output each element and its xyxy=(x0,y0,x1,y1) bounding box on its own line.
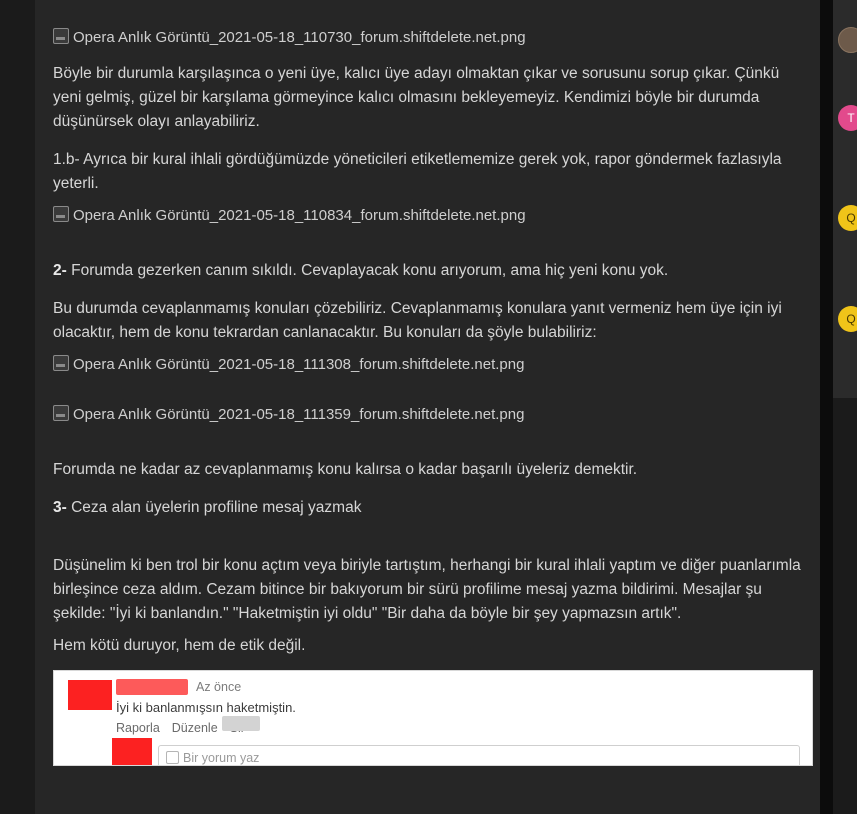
paragraph-6-text: Ceza alan üyelerin profiline mesaj yazmak xyxy=(71,499,362,517)
broken-image-2[interactable] xyxy=(53,206,802,226)
scrollbar-track[interactable] xyxy=(820,0,833,814)
broken-image-alt: Opera Anlık Görüntü_2021-05-18_111308_forum.shiftdelete.net.png xyxy=(73,356,525,374)
broken-image-icon xyxy=(53,28,69,44)
redaction-box-3 xyxy=(112,738,152,766)
paragraph-3 xyxy=(53,259,802,283)
broken-image-alt: Opera Anlık Görüntü_2021-05-18_110730_forum.shiftdelete.net.png xyxy=(73,29,526,46)
post-body xyxy=(53,0,802,766)
paragraph-2: 1.b- Ayrıca bir kural ihlali gördüğümüzde yöneticileri etiketlememize gerek yok, rapor göndermek fazlasıyla yeterli. xyxy=(53,150,782,192)
comment-message: İyi ki banlanmışsın haketmiştin. xyxy=(116,700,296,716)
paragraph-7: Düşünelim ki ben trol bir konu açtım veya biriyle tartıştım, herhangi bir kural ihlali yaptım ve diğer puanlarımla birleşince ceza aldım. Cezam bitince bir bakıyorum bir sürü profilime mesaj yazma bildirimi. Mesajlar şu şekilde: "İyi ki banlandın." "Haketmiştin iyi oldu" "Bir daha da böyle bir şey yapmazsın artık". xyxy=(53,557,801,623)
right-sidebar-panel xyxy=(833,0,857,398)
reply-input[interactable] xyxy=(158,745,800,766)
redaction-box-2 xyxy=(116,679,188,695)
avatar-user-2[interactable]: T xyxy=(838,105,857,131)
broken-image-4[interactable] xyxy=(53,405,802,425)
left-gutter xyxy=(0,0,35,814)
broken-image-3[interactable] xyxy=(53,355,802,375)
broken-image-alt: Opera Anlık Görüntü_2021-05-18_110834_forum.shiftdelete.net.png xyxy=(73,206,526,224)
broken-image-icon xyxy=(53,206,69,222)
pencil-icon xyxy=(166,751,179,764)
broken-image-icon xyxy=(53,405,69,421)
paragraph-4: Bu durumda cevaplanmamış konuları çözebiliriz. Cevaplanmamış konulara yanıt vermeniz hem üye için iyi olacaktır, hem de konu tekrardan canlanacaktır. Bu konuları da şöyle bulabiliriz: xyxy=(53,300,782,342)
reply-placeholder: Bir yorum yaz xyxy=(183,751,260,766)
avatar-user-4[interactable]: Q xyxy=(838,306,857,332)
paragraph-6-lead: 3- xyxy=(53,499,67,517)
paragraph-8: Hem kötü duruyor, hem de etik değil. xyxy=(53,637,306,655)
report-action[interactable]: Raporla xyxy=(116,721,160,736)
grey-chip xyxy=(222,716,260,731)
comment-timestamp: Az önce xyxy=(196,680,242,695)
avatar-user-3[interactable]: Q xyxy=(838,205,857,231)
broken-image-1[interactable] xyxy=(53,28,802,48)
edit-action[interactable]: Düzenle xyxy=(171,721,218,736)
avatar-user-1[interactable] xyxy=(838,27,857,53)
redaction-box-1 xyxy=(68,680,112,710)
paragraph-6 xyxy=(53,496,802,520)
broken-image-alt: Opera Anlık Görüntü_2021-05-18_111359_forum.shiftdelete.net.png xyxy=(73,405,525,423)
paragraph-5: Forumda ne kadar az cevaplanmamış konu kalırsa o kadar başarılı üyeleriz demektir. xyxy=(53,461,638,479)
broken-image-icon xyxy=(53,355,69,371)
paragraph-3-lead: 2- xyxy=(53,262,67,280)
paragraph-1: Böyle bir durumla karşılaşınca o yeni üye, kalıcı üye adayı olmaktan çıkar ve sorusunu sorup çıkar. Çünkü yeni gelmiş, güzel bir karşılama görmeyince kalıcı olmasını bekleyemeyiz. Kendimizi böyle bir durumda düşünürsek olayı anlayabiliriz. xyxy=(53,64,780,130)
embedded-screenshot[interactable] xyxy=(53,670,813,766)
post-container xyxy=(35,0,820,814)
paragraph-3-text: Forumda gezerken canım sıkıldı. Cevaplayacak konu arıyorum, ama hiç yeni konu yok. xyxy=(71,262,669,280)
